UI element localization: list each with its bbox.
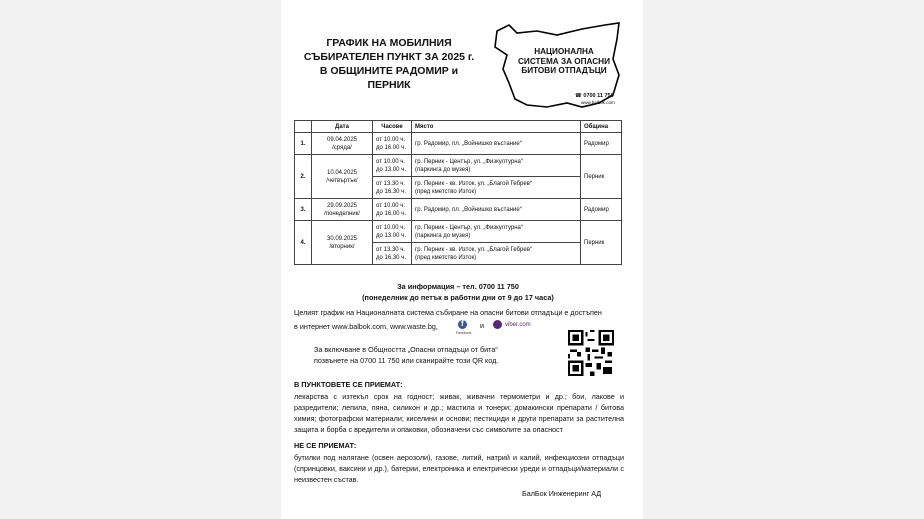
facebook-icon[interactable]: f [458,320,467,329]
logo-line-1: НАЦИОНАЛНА [534,47,594,56]
row-municipality: Перник [581,221,622,265]
row-date: 10.04.2025 /четвъртък/ [312,155,373,199]
row-place: гр. Радомир, пл. „Войнишко въстание“ [412,133,581,155]
info-block [294,281,622,303]
header-place: Място [412,121,581,133]
row-date: 09.04.2025 /сряда/ [312,133,373,155]
not-accepted-text: бутилки под налягане (освен аерозоли), газове, литий, натрий и калий, инфекциозни отпадъци (спринцовки, ваксини и др.), батерии, електроника и електрически уреди и отпадъци/материали с неизвестен състав. [294,453,624,484]
row-municipality: Радомир [581,133,622,155]
row-hours: от 10.00 ч. до 13.00 ч. [373,221,412,243]
row-hours: от 13.30 ч. до 16.30 ч. [373,243,412,265]
table-row [295,221,622,243]
accepted-heading: В ПУНКТОВЕТЕ СЕ ПРИЕМАТ: [294,380,403,389]
header-num [295,121,312,133]
viber-icon[interactable] [493,320,502,329]
viber-link[interactable]: viber.com [505,322,531,328]
row-place: гр. Перник - кв. Изток, ул. „Благой Гебрев“ (пред кметство Изток) [412,177,581,199]
qr-code[interactable] [568,330,614,376]
title-line-1: ГРАФИК НА МОБИЛНИЯ [326,37,452,49]
row-place: гр. Перник - кв. Изток, ул. „Благой Гебрев“ (пред кметство Изток) [412,243,581,265]
row-place: гр. Перник - Център, ул. „Физкултурна“ (паркинга до музея) [412,155,581,177]
row-date: 29.09.2025 /понеделник/ [312,199,373,221]
row-number: 1. [295,133,312,155]
document-title [303,36,475,92]
logo-phone: ☎ 0700 11 750 [575,93,614,99]
facebook-label: Facebook [456,331,472,335]
row-place: гр. Перник - Център, ул. „Физкултурна“ (паркинга до музея) [412,221,581,243]
table-row [295,199,622,221]
header-hours: Часове [373,121,412,133]
website-links[interactable]: в интернет www.balbok.com, www.waste.bg, [294,322,438,331]
row-number: 2. [295,155,312,199]
row-municipality: Перник [581,155,622,199]
row-date: 30.09.2025 /вторник/ [312,221,373,265]
row-hours: от 13.30 ч. до 16.30 ч. [373,177,412,199]
community-line-1: За включване в Общността „Опасни отпадъци от бита“ [314,345,498,354]
signature: БалБок Инженеринг АД [522,489,602,498]
not-accepted-heading: НЕ СЕ ПРИЕМАТ: [294,441,357,450]
title-line-2: СЪБИРАТЕЛЕН ПУНКТ ЗА 2025 г. [303,51,475,63]
schedule-table [294,120,622,265]
title-line-4: ПЕРНИК [367,79,411,91]
header-date: Дата [312,121,373,133]
table-row [295,155,622,177]
row-hours: от 10.00 ч. до 16.00 ч. [373,199,412,221]
logo-website: www.balbok.com [581,100,615,105]
accepted-text: лекарства с изтекъл срок на годност; живак, живачни термометри и др.; бои, лакове и разредители; лепила, пяна, силикон и др.; мастила и тонери; домакински препарати / битова химия; фотографски материали; киселини и основи; пестициди и други препарати за растителна защита и борба с вредители и опаковки, обозначени със символите за опасност [294,392,624,434]
community-text [314,344,498,366]
row-number: 4. [295,221,312,265]
logo-text [508,47,620,76]
info-hours: (понеделник до петък в работни дни от 9 до 17 часа) [362,293,554,302]
row-hours: от 10.00 ч. до 16.00 ч. [373,133,412,155]
table-header-row [295,121,622,133]
row-place: гр. Радомир, пл. „Войнишко въстание“ [412,199,581,221]
row-municipality: Радомир [581,199,622,221]
and-text: и [480,321,485,330]
row-number: 3. [295,199,312,221]
header-municipality: Община [581,121,622,133]
logo-line-3: БИТОВИ ОТПАДЪЦИ [521,66,607,75]
community-line-2: позвънете на 0700 11 750 или сканирайте този QR код. [314,356,499,365]
logo-line-2: СИСТЕМА ЗА ОПАСНИ [518,56,610,66]
row-hours: от 10.00 ч. до 13.00 ч. [373,155,412,177]
table-row [295,133,622,155]
schedule-availability-note: Целият график на Националната система събиране на опасни битови отпадъци е достъпен [294,308,602,317]
info-phone: За информация – тел. 0700 11 750 [397,282,519,291]
title-line-3: В ОБЩИНИТЕ РАДОМИР и [319,65,459,77]
